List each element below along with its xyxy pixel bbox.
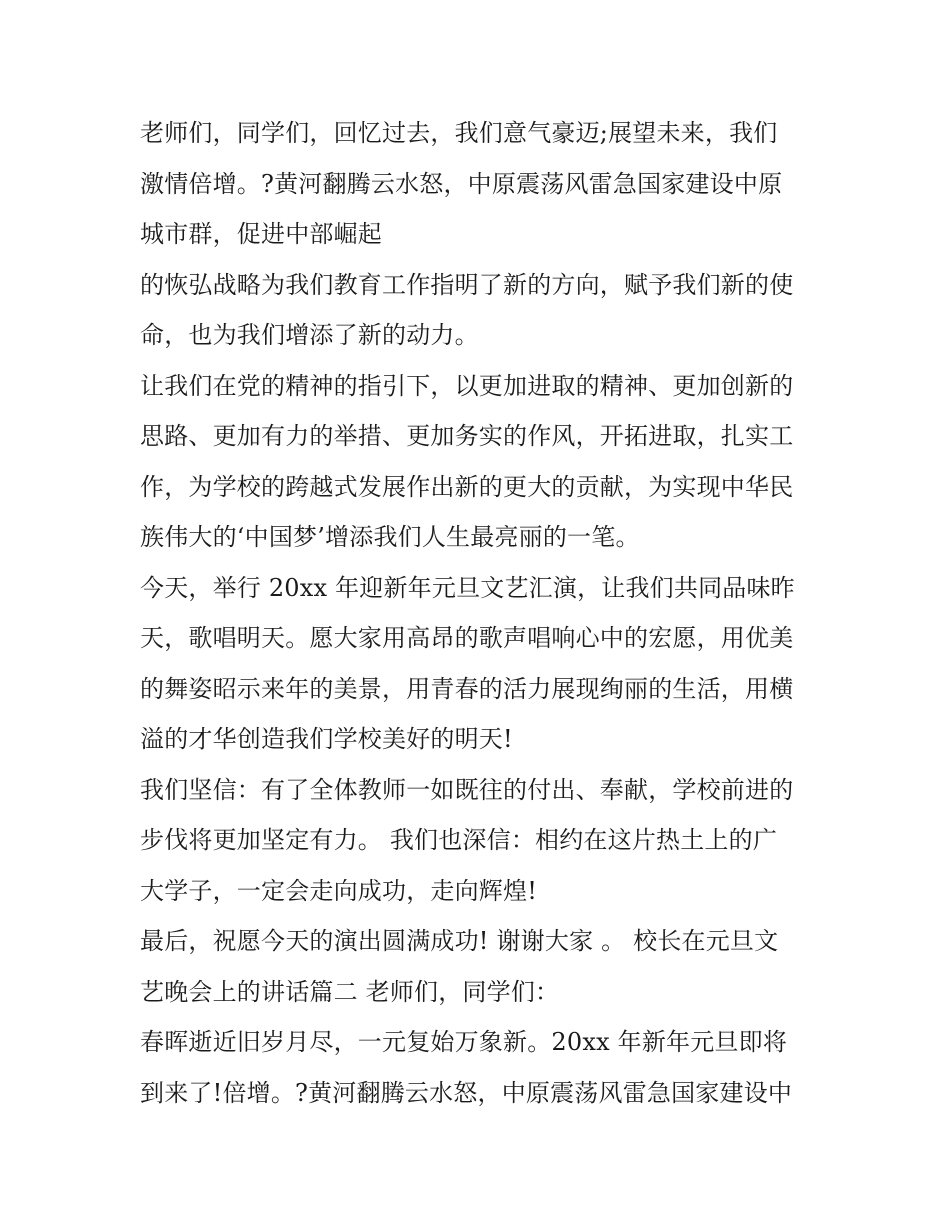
text-line: 老师们，同学们，回忆过去，我们意气豪迈;展望未来，我们 — [140, 119, 778, 147]
text-line: 思路、更加有力的举措、更加务实的作风，开拓进取，扎实工 — [140, 422, 794, 450]
text-line: 族伟大的‘中国梦’增添我们人生最亮丽的一笔。 — [140, 523, 640, 551]
body-text — [140, 108, 820, 1118]
text-line: 作，为学校的跨越式发展作出新的更大的贡献，为实现中华民 — [140, 472, 794, 501]
text-line: 激情倍增。?黄河翻腾云水怒，中原震荡风雷急国家建设中原 — [140, 169, 783, 198]
text-line: 让我们在党的精神的指引下，以更加进取的精神、更加创新的 — [140, 371, 794, 400]
text-line: 命，也为我们增添了新的动力。 — [140, 321, 479, 349]
text-line: 城市群，促进中部崛起 — [140, 220, 382, 248]
text-line: 艺晚会上的讲话篇二 老师们，同学们： — [140, 977, 560, 1006]
text-line: 的舞姿昭示来年的美景，用青春的活力展现绚丽的生活，用横 — [140, 674, 794, 703]
text-line: 大学子，一定会走向成功，走向辉煌! — [140, 876, 538, 905]
text-line: 天，歌唱明天。愿大家用高昂的歌声唱响心中的宏愿，用优美 — [140, 624, 794, 652]
text-line: 春晖逝近旧岁月尽，一元复始万象新。20xx 年新年元旦即将 — [140, 1028, 788, 1056]
text-line: 的恢弘战略为我们教育工作指明了新的方向，赋予我们新的使 — [140, 270, 794, 299]
text-line: 溢的才华创造我们学校美好的明天! — [140, 725, 513, 753]
text-line: 步伐将更加坚定有力。 我们也深信：相约在这片热土上的广 — [140, 826, 778, 854]
text-line: 最后，祝愿今天的演出圆满成功! 谢谢大家 。 校长在元旦文 — [140, 927, 779, 955]
text-line: 到来了!倍增。?黄河翻腾云水怒，中原震荡风雷急国家建设中 — [140, 1078, 793, 1107]
text-line: 我们坚信：有了全体教师一如既往的付出、奉献，学校前进的 — [140, 775, 794, 804]
text-line: 今天，举行 20xx 年迎新年元旦文艺汇演，让我们共同品味昨 — [140, 573, 795, 602]
